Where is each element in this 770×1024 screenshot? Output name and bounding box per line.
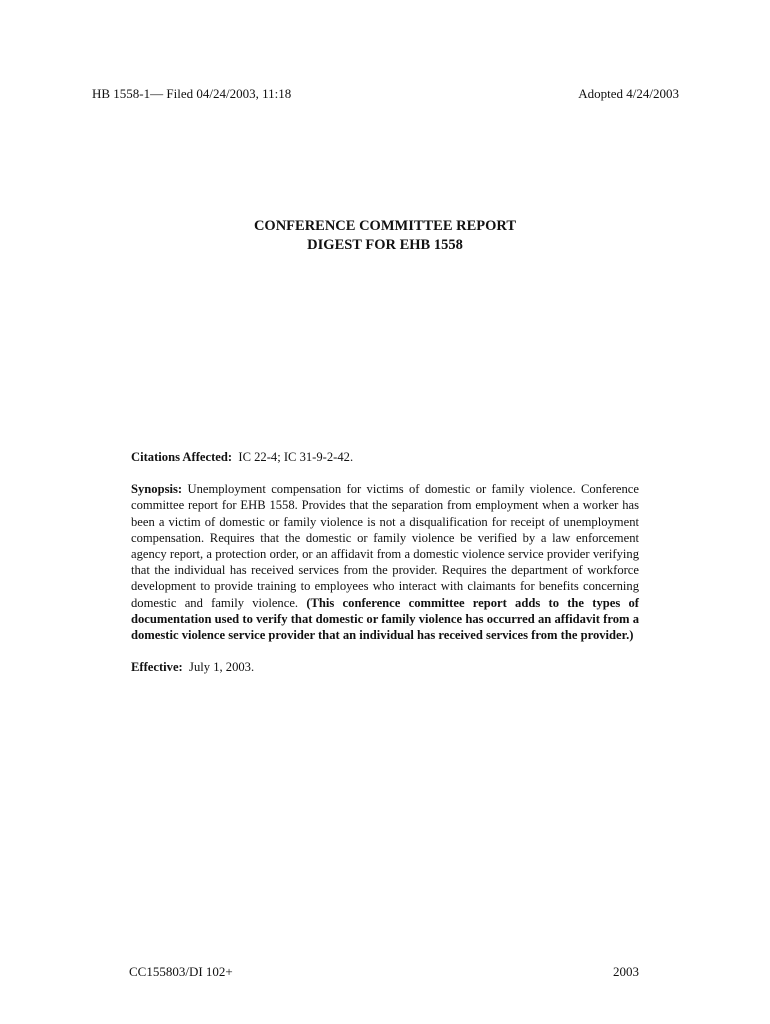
effective-label: Effective: bbox=[131, 660, 183, 675]
synopsis-paragraph bbox=[131, 481, 639, 643]
synopsis-text: Unemployment compensation for victims of domestic or family violence. Conference committee report for EHB 1558. Provides that the separation from employment when a worker has been a victim of domestic or family violence is not a disqualification for receipt of unemployment compensation. Requires that the domestic or family violence be verified by a law enforcement agency report, a protection order, or an affidavit from a domestic violence service provider verifying that the individual has received services from the provider. Requires the department of workforce development to provide training to employees who interact with claimants for benefits concerning domestic and family violence. bbox=[131, 482, 639, 610]
effective-value: July 1, 2003. bbox=[189, 660, 255, 675]
title-line-2: DIGEST FOR EHB 1558 bbox=[307, 237, 463, 253]
title-line-1: CONFERENCE COMMITTEE REPORT bbox=[253, 218, 517, 234]
footer-year: 2003 bbox=[613, 964, 639, 979]
citations-value: IC 22-4; IC 31-9-2-42. bbox=[238, 450, 354, 464]
synopsis-note: (This conference committee report adds to the types of documentation used to verify that domestic or family violence has occurred an affidavit from a domestic violence service provider that an individual has received services from the provider.) bbox=[131, 595, 639, 643]
adopted-date: Adopted 4/24/2003 bbox=[578, 86, 679, 101]
document-code: CC155803/DI 102+ bbox=[129, 964, 233, 979]
report-title bbox=[0, 217, 770, 255]
filing-info: HB 1558-1— Filed 04/24/2003, 11:18 bbox=[92, 86, 292, 101]
synopsis-label: Synopsis: bbox=[131, 482, 183, 497]
digest-body bbox=[131, 449, 639, 691]
citations-paragraph bbox=[131, 449, 639, 465]
citations-label: Citations Affected: bbox=[131, 450, 233, 464]
effective-paragraph bbox=[131, 659, 639, 675]
